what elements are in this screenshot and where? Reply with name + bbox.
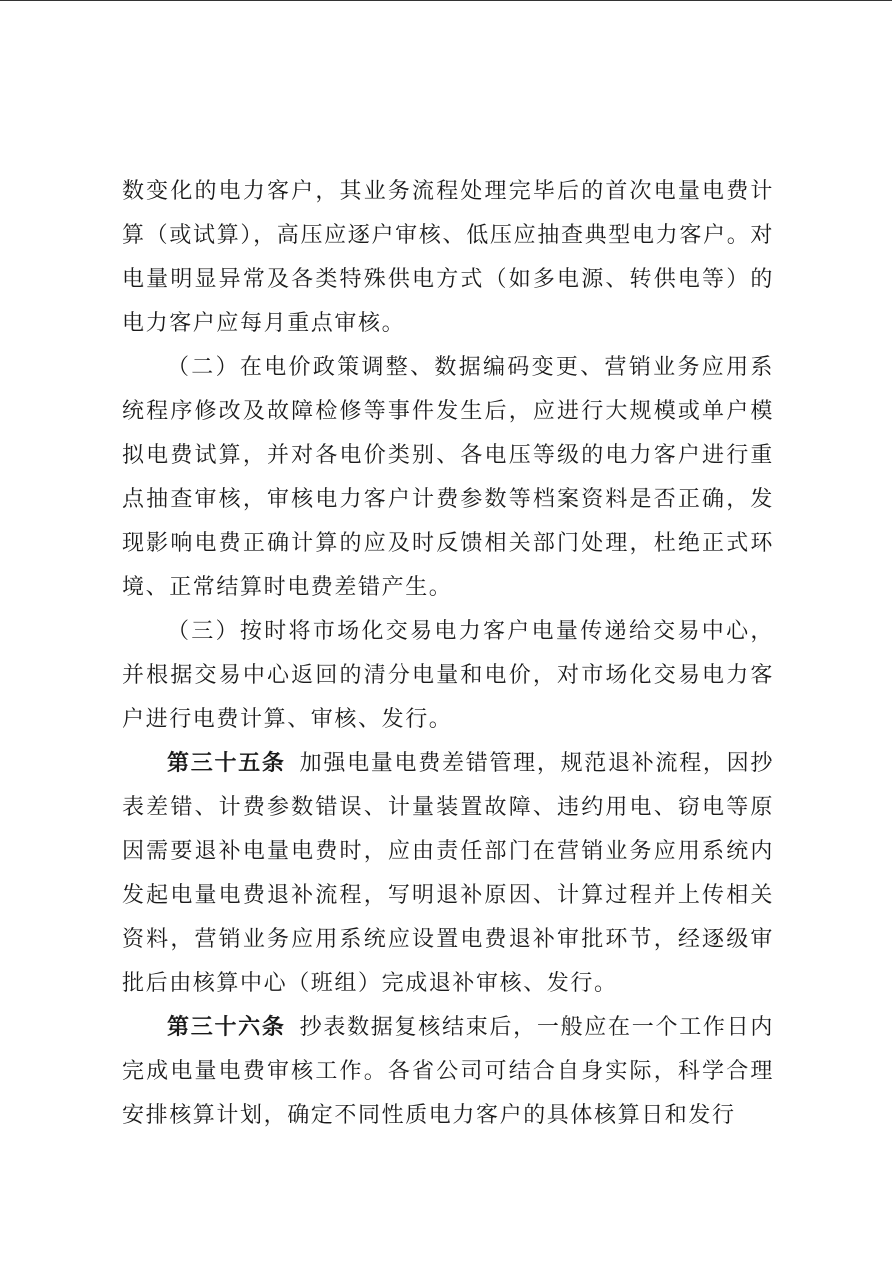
article-heading: 第三十五条 (167, 751, 286, 776)
article-heading: 第三十六条 (167, 1015, 286, 1040)
paragraph-item-two (122, 346, 774, 610)
paragraph-text: （三）按时将市场化交易电力客户电量传递给交易中心，并根据交易中心返回的清分电量和电价，对市场化交易电力客户进行电费计算、审核、发行。 (122, 619, 774, 732)
page-top-border (0, 0, 892, 1)
article-35 (122, 742, 774, 1006)
paragraph-text: 加强电量电费差错管理，规范退补流程，因抄表差错、计费参数错误、计量装置故障、违约用电、窃电等原因需要退补电量电费时，应由责任部门在营销业务应用系统内发起电量电费退补流程，写明退补原因、计算过程并上传相关资料，营销业务应用系统应设置电费退补审批环节，经逐级审批后由核算中心（班组）完成退补审核、发行。 (122, 751, 774, 996)
paragraph-item-three (122, 610, 774, 742)
document-body (122, 170, 774, 1138)
paragraph-continuation (122, 170, 774, 346)
article-36 (122, 1006, 774, 1138)
paragraph-text: 数变化的电力客户，其业务流程处理完毕后的首次电量电费计算（或试算），高压应逐户审核、低压应抽查典型电力客户。对电量明显异常及各类特殊供电方式（如多电源、转供电等）的电力客户应每月重点审核。 (122, 179, 774, 336)
paragraph-text: 抄表数据复核结束后，一般应在一个工作日内完成电量电费审核工作。各省公司可结合自身实际，科学合理安排核算计划，确定不同性质电力客户的具体核算日和发行 (122, 1015, 774, 1128)
paragraph-text: （二）在电价政策调整、数据编码变更、营销业务应用系统程序修改及故障检修等事件发生后，应进行大规模或单户模拟电费试算，并对各电价类别、各电压等级的电力客户进行重点抽查审核，审核电力客户计费参数等档案资料是否正确，发现影响电费正确计算的应及时反馈相关部门处理，杜绝正式环境、正常结算时电费差错产生。 (122, 355, 774, 600)
